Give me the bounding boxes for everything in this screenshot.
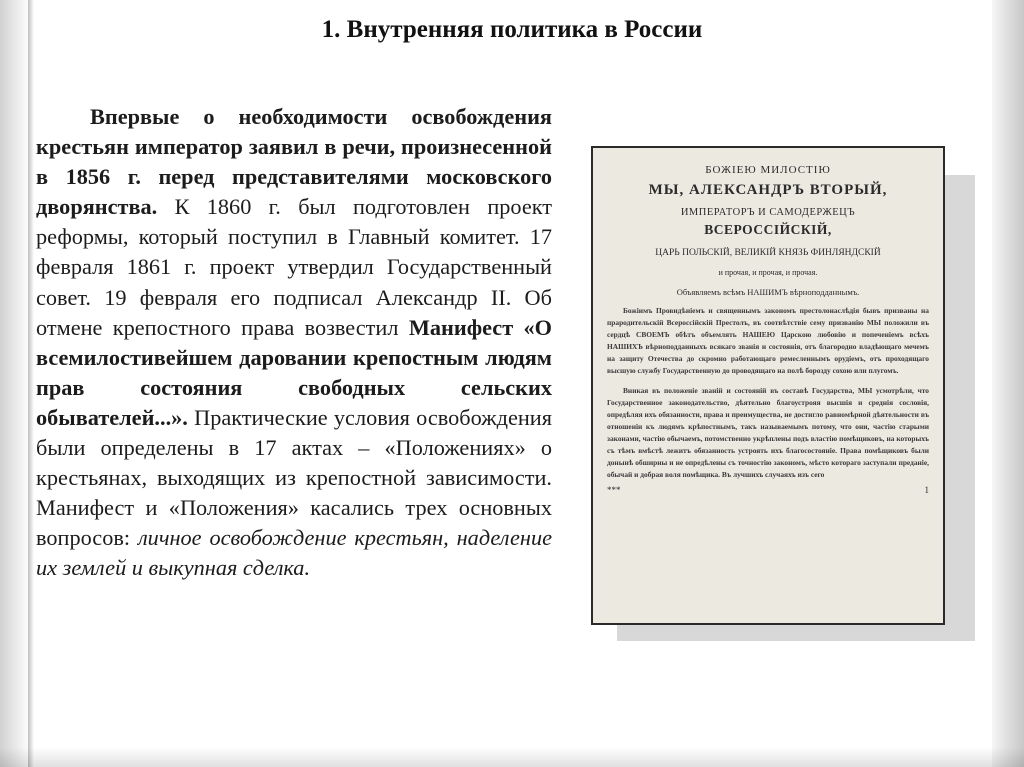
manifesto-line-3: ИМПЕРАТОРЪ И САМОДЕРЖЕЦЪ (680, 207, 856, 218)
text-manifesto-title: Манифест «О всемилостивейшем даровании крепостным людям прав состояния свободных сельских обывателей...». (36, 314, 552, 430)
manifesto-footer-right: 1 (924, 485, 929, 495)
manifesto-line-5: ЦАРЬ ПОЛЬСКІЙ, ВЕЛИКІЙ КНЯЗЬ ФИНЛЯНДСКІЙ (655, 248, 881, 258)
manifesto-line-6: и прочая, и прочая, и прочая. (718, 268, 818, 277)
manifesto-line-7: Объявляемъ всѣмъ НАШИМЪ вѣрноподданнымъ. (676, 287, 860, 297)
manifesto-line-1: БОЖІЕЮ МИЛОСТІЮ (705, 164, 831, 176)
text-intro-bold: Впервые о необходимости освобождения крестьян император заявил в речи, произнесенной в 1856 г. перед представителями московского дворянства. (36, 104, 552, 220)
text-three-questions: личное освобождение крестьян, наделение их землей и выкупная сделка. (36, 525, 552, 581)
body-text (36, 102, 552, 584)
text-reform-history: К 1860 г. был подготовлен проект реформы, который поступил в Главный комитет. 17 февраля 1861 г. проект утвердил Государственный совет. 19 февраля его подписал Александр II. Об отмене крепостного права возвестил (36, 194, 552, 340)
page-shadow-bottom (0, 747, 1024, 767)
page-shadow-left-edge (28, 0, 34, 767)
text-conditions: Практические условия освобождения были определены в 17 актах – «Положениях» о крестьянах, выходящих из крепостной зависимости. Манифест и «Положения» касались трех основных вопросов: (36, 404, 552, 551)
manifesto-line-4: ВСЕРОССІЙСКІЙ, (704, 222, 832, 237)
slide-title: 1. Внутренняя политика в России (321, 16, 703, 43)
manifesto-image (591, 146, 945, 625)
manifesto-paragraph-1: Божіимъ Провидѣніемъ и священнымъ закономъ престолонаслѣдія бывъ призваны на прародительскій Всероссійскій Престолъ, въ соотвѣтствіе сему призванію МЫ положили въ сердцѣ СВОЕМЪ обѣтъ объемлять НАШЕЮ Царскою любовію и попеченіемъ всѣхъ НАШИХЪ вѣрноподданныхъ всякаго званія и состоянія, отъ благородно владѣющаго мечемъ на защиту Отечества до скромно работающаго ремесленнымъ орудіемъ, отъ проходящаго высшую службу Государственную до проводящаго на полѣ борозду сохою или плугомъ. (607, 306, 929, 375)
page-shadow-right (992, 0, 1024, 767)
page-shadow-left (0, 0, 30, 767)
manifesto-line-2: МЫ, АЛЕКСАНДРЪ ВТОРЫЙ, (648, 182, 888, 198)
manifesto-footer (607, 485, 929, 495)
manifesto-paragraph-2: Вникая въ положеніе званій и состояній въ составѣ Государства, МЫ усмотрѣли, что Государственное законодательство, дѣятельно благоустрояя высшія и среднія сословія, опредѣляя ихъ обязанности, права и преимущества, не достигло равномѣрной дѣятельности въ отношеніи къ людямъ крѣпостнымъ, такъ называемымъ потому, что они, частію старыми законами, частію обычаемъ, потомственно укрѣплены подъ властію помѣщиковъ, на которыхъ съ тѣмъ вмѣстѣ лежитъ обязанность устроять ихъ благосостояніе. Права помѣщиковъ были донынѣ обширны и не опредѣлены съ точностію закономъ, мѣсто котораго заступали преданіе, обычай и добрая воля помѣщика. Въ лучшихъ случаяхъ изъ сего (607, 386, 929, 479)
manifesto-footer-left: *** (607, 485, 621, 495)
